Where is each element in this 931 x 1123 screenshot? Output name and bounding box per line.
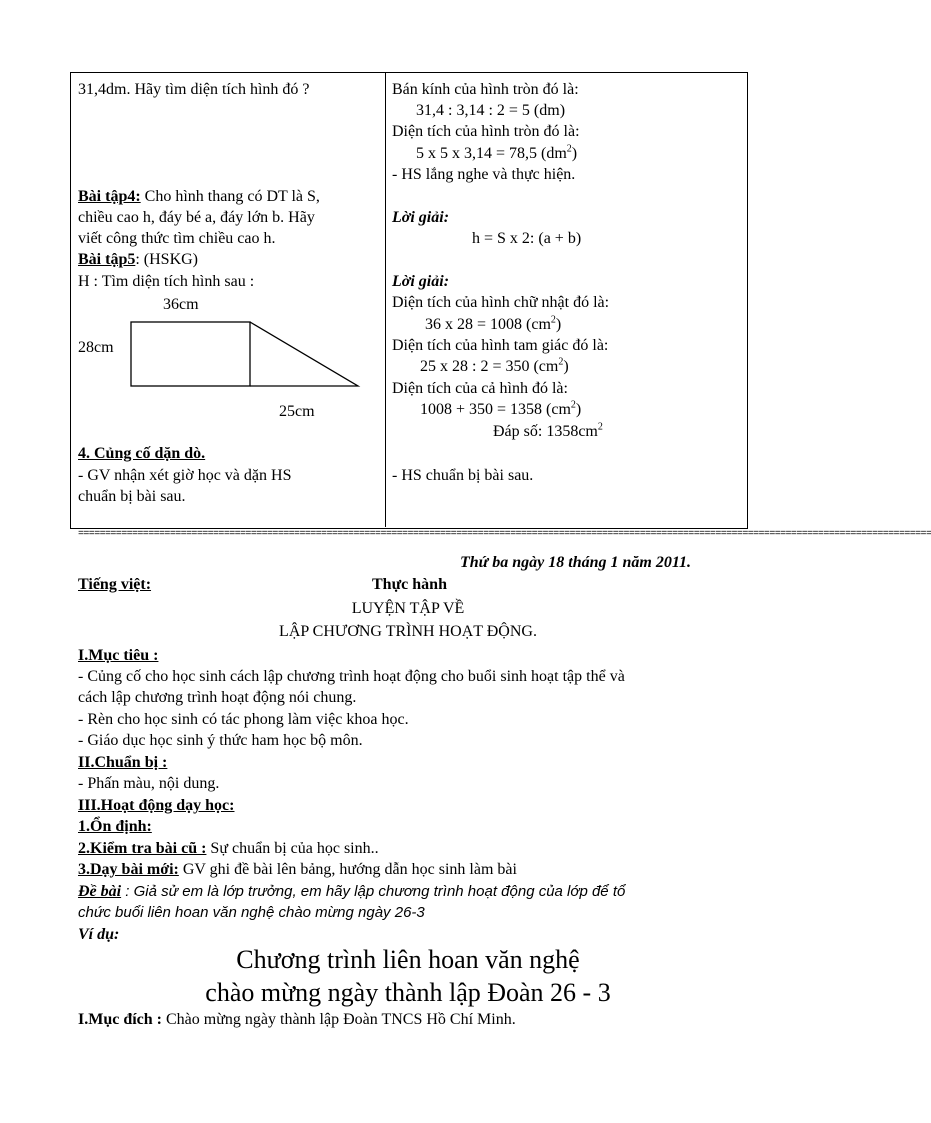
assignment-line-1: Đề bài : Giả sử em là lớp trưởng, em hãy lập chương trình hoạt động của lớp để tổ: [78, 883, 626, 900]
right-line-2: 31,4 : 3,14 : 2 = 5 (dm): [416, 102, 566, 119]
left-line-6: H : Tìm diện tích hình sau :: [78, 273, 255, 290]
exercise-5-label: Bài tập5: [78, 251, 136, 268]
right-line-5: - HS lắng nghe và thực hiện.: [392, 166, 576, 183]
purpose-line: I.Mục đích : Chào mừng ngày thành lập Đoàn TNCS Hồ Chí Minh.: [78, 1011, 516, 1028]
left-line-9: - GV nhận xét giờ học và dặn HS: [78, 467, 292, 484]
step-2-line: 2.Kiểm tra bài cũ : Sự chuẩn bị của học sinh..: [78, 840, 379, 857]
section-activities-heading: III.Hoạt động dạy học:: [78, 797, 235, 814]
preparation-line: - Phấn màu, nội dung.: [78, 775, 220, 792]
left-line-1: 31,4dm. Hãy tìm diện tích hình đó ?: [78, 81, 310, 98]
left-line-10: chuẩn bị bài sau.: [78, 488, 186, 505]
step-2-label: 2.Kiểm tra bài cũ :: [78, 840, 207, 857]
objective-line-2: cách lập chương trình hoạt động nói chung.: [78, 689, 357, 706]
right-line-11: Diện tích của hình chữ nhật đó là:: [392, 294, 610, 311]
left-line-3: chiều cao h, đáy bé a, đáy lớn b. Hãy: [78, 209, 315, 226]
assignment-line-2: chức buổi liên hoan văn nghệ chào mừng ngày 26-3: [78, 904, 425, 921]
subject-label: Tiếng việt:: [78, 576, 152, 593]
final-answer: Đáp số: $1358cm^2$: [493, 421, 603, 440]
exercise-4-line: Bài tập4: Cho hình thang có DT là S,: [78, 188, 320, 205]
exercise-5-line: Bài tập5: (HSKG): [78, 251, 199, 268]
double-line-separator: ==============================================================================================================================================================: [78, 529, 931, 540]
assignment-label: Đề bài: [78, 883, 122, 900]
program-title-1: Chương trình liên hoan văn nghệ: [236, 945, 580, 974]
right-line-3: Diện tích của hình tròn đó là:: [392, 123, 580, 140]
solution-label-2: Lời giải:: [392, 273, 450, 290]
figure-label-bottom: 25cm: [279, 403, 315, 420]
purpose-label: I.Mục đích :: [78, 1011, 162, 1028]
consolidation-heading: 4. Củng cố dặn dò.: [78, 445, 206, 462]
section-objectives-heading: I.Mục tiêu :: [78, 647, 159, 664]
right-line-14: 25 x 28 : 2 = 350 $(cm^2)$: [420, 356, 569, 375]
lesson-title-2: LẬP CHƯƠNG TRÌNH HOẠT ĐỘNG.: [279, 623, 537, 640]
rectangle-shape: [131, 322, 250, 386]
right-line-1: Bán kính của hình tròn đó là:: [392, 81, 579, 98]
figure-label-top: 36cm: [163, 296, 199, 313]
exercise-4-label: Bài tập4:: [78, 188, 141, 205]
right-line-4: 5 x 5 x 3,14 = 78,5 $(dm^2)$: [416, 143, 578, 162]
objective-line-3: - Rèn cho học sinh có tác phong làm việc khoa học.: [78, 711, 409, 728]
step-3-line: 3.Dạy bài mới: GV ghi đề bài lên bảng, hướng dẫn học sinh làm bài: [78, 861, 517, 878]
objective-line-4: - Giáo dục học sinh ý thức ham học bộ môn.: [78, 732, 363, 749]
step-1-heading: 1.Ổn định:: [78, 818, 152, 835]
lesson-title-1: LUYỆN TẬP VỀ: [351, 600, 465, 617]
right-line-16: 1008 + 350 = 1358 $(cm^2)$: [420, 399, 582, 418]
example-label: Ví dụ:: [78, 926, 120, 943]
program-title-2: chào mừng ngày thành lập Đoàn 26 - 3: [205, 978, 611, 1007]
height-formula: h = S x 2: (a + b): [472, 230, 582, 247]
right-line-18: - HS chuẩn bị bài sau.: [392, 467, 534, 484]
subject-type: Thực hành: [372, 576, 447, 593]
lesson-date: Thứ ba ngày 18 tháng 1 năm 2011.: [460, 554, 691, 571]
section-preparation-heading: II.Chuẩn bị :: [78, 754, 168, 771]
right-line-13: Diện tích của hình tam giác đó là:: [392, 337, 609, 354]
solution-label-1: Lời giải:: [392, 209, 450, 226]
right-line-15: Diện tích của cả hình đó là:: [392, 380, 568, 397]
right-line-12: 36 x 28 = 1008 $(cm^2)$: [425, 314, 562, 333]
left-line-4: viết công thức tìm chiều cao h.: [78, 230, 276, 247]
objective-line-1: - Củng cố cho học sinh cách lập chương trình hoạt động cho buổi sinh hoạt tập thể và: [78, 668, 625, 685]
figure-label-left: 28cm: [78, 339, 114, 356]
triangle-shape: [250, 322, 358, 386]
composite-shape-figure: [125, 316, 365, 392]
step-3-label: 3.Dạy bài mới:: [78, 861, 179, 878]
table-column-divider: [385, 72, 386, 527]
